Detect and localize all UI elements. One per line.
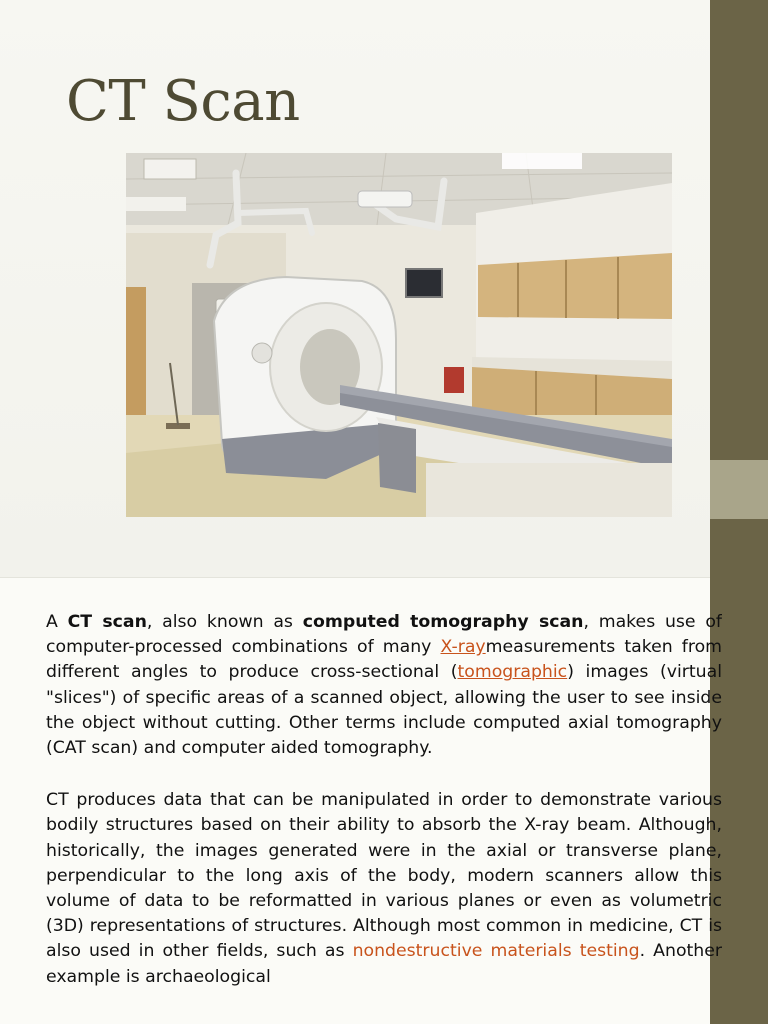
paragraph-uses: CT produces data that can be manipulated in order to demonstrate various bodily structures based on their ability to absorb the X-ray beam. Although, historically, the images generated were in the axial or transverse plane, perpendicular to the long axis of the body, modern scanners allow this volume of data to be reformatted in various planes or even as volumetric (3D) representations of structures. Although most common in medicine, CT is also used in other fields, such as nondestructive materials testing. Another example is archaeological [46, 790, 722, 987]
slide-divider [0, 577, 710, 578]
body-text [46, 610, 722, 1024]
link-x-ray[interactable]: X-ray [440, 637, 486, 658]
ct-scanner-photo [126, 153, 672, 517]
link-nondestructive-materials-testing[interactable]: nondestructive materials testing [352, 941, 640, 962]
term-ct-scan: CT scan [67, 612, 147, 632]
page-title: CT Scan [66, 69, 300, 134]
side-decoration-accent [710, 460, 768, 519]
link-tomographic[interactable]: tomographic [457, 662, 568, 683]
paragraph-definition: A CT scan, also known as computed tomography scan, makes use of computer-processed combinations of many X-raymeasurements taken from different angles to produce cross-sectional (tomographic) images (virtual "slices") of specific areas of a scanned object, allowing the user to see inside the object without cutting. Other terms include computed axial tomography (CAT scan) and computer aided tomography. [46, 612, 722, 759]
term-computed-tomography-scan: computed tomography scan [302, 612, 584, 632]
